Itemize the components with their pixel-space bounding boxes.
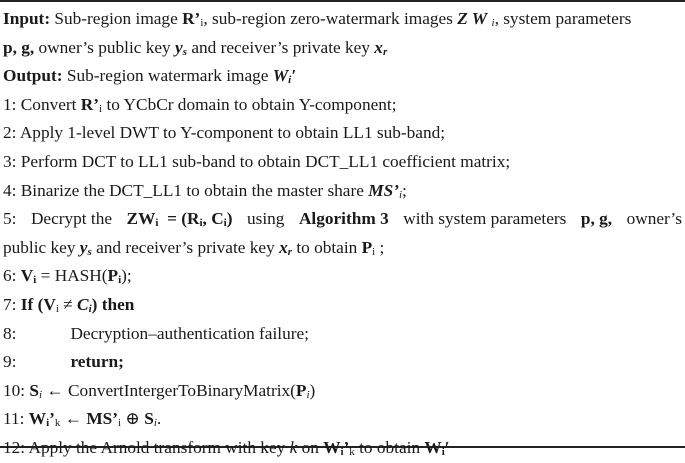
- symbol-s: S: [29, 380, 40, 400]
- subscript: i: [491, 17, 495, 29]
- subscript: r: [382, 45, 388, 58]
- step-text: Decrypt the: [30, 209, 113, 229]
- symbol-k: k: [289, 437, 298, 457]
- step-text: and receiver’s private key: [96, 237, 275, 257]
- subscript: i: [372, 245, 376, 258]
- step-text: Decryption–authentication failure;: [70, 323, 309, 343]
- input-text: owner’s public key: [38, 37, 171, 57]
- input-line-1: [3, 5, 682, 34]
- subscript: i: [99, 102, 103, 115]
- step-text: owner’s: [626, 209, 682, 229]
- output-label: Output:: [3, 66, 63, 86]
- input-label: Input:: [3, 9, 51, 28]
- subscript: k: [349, 445, 355, 458]
- keyword-return: return;: [70, 352, 124, 372]
- eq: = (R: [162, 209, 200, 229]
- subscript: i: [398, 188, 403, 201]
- symbol-y: y: [175, 37, 183, 57]
- subscript: i: [155, 217, 159, 230]
- step-6: [3, 262, 682, 291]
- symbol-p: P: [295, 380, 307, 400]
- symbol-w: W: [28, 409, 47, 429]
- step-number: 6:: [3, 266, 17, 286]
- step-number: 9:: [3, 352, 17, 372]
- symbol-r-prime: R’: [182, 9, 201, 28]
- step-text: on: [301, 437, 319, 457]
- subscript: i: [340, 445, 344, 458]
- step-4: [3, 177, 682, 206]
- subscript: k: [54, 417, 61, 430]
- step-text: Convert: [20, 94, 77, 114]
- prime: ′: [444, 437, 450, 457]
- step-text: public key: [3, 237, 76, 257]
- subscript: r: [287, 245, 292, 258]
- symbol-p: P: [107, 266, 119, 286]
- step-number: 7:: [3, 294, 17, 314]
- symbol-x: x: [374, 37, 383, 57]
- symbol-ms: MS’: [368, 180, 399, 200]
- symbol-s: S: [144, 409, 154, 429]
- symbol-x: x: [279, 237, 288, 257]
- step-text: Binarize the DCT_LL1 to obtain the master share: [20, 180, 364, 200]
- step-number: 12:: [3, 437, 26, 457]
- subscript: i: [306, 388, 310, 401]
- symbol-pg: p, g,: [580, 209, 613, 229]
- subscript: i: [199, 217, 203, 230]
- neq-symbol: ≠: [58, 294, 78, 314]
- input-text: , sub-region zero-watermark images: [203, 9, 453, 28]
- prime: ’: [49, 409, 55, 429]
- step-text: Apply 1-level DWT to Y-component to obtain LL1 sub-band;: [19, 123, 446, 143]
- step-text: to YCbCr domain to obtain Y-component;: [106, 94, 397, 114]
- input-text: and receiver’s private key: [191, 37, 370, 57]
- step-11: [3, 405, 682, 434]
- prime: ′: [291, 66, 297, 86]
- step-9: [3, 348, 682, 377]
- output-line: [3, 62, 682, 91]
- step-7: [3, 291, 682, 320]
- subscript: i: [288, 74, 292, 87]
- punct: ;: [402, 180, 407, 200]
- algorithm-ref: Algorithm 3: [298, 209, 389, 229]
- keyword-then: ) then: [91, 294, 135, 314]
- punct: );: [121, 266, 132, 286]
- input-line-2: [3, 34, 682, 63]
- subscript: i: [33, 274, 37, 287]
- step-text: Apply the Arnold transform with key: [28, 437, 286, 457]
- arrow-icon: ←: [60, 409, 87, 429]
- step-number: 3:: [3, 151, 17, 171]
- input-text: Sub-region image: [54, 9, 178, 28]
- subscript: i: [153, 417, 157, 430]
- symbol-ms: MS’: [86, 409, 118, 429]
- symbol-w: W: [424, 437, 442, 457]
- punct: ;: [375, 237, 385, 257]
- symbol-w: W: [272, 66, 289, 86]
- step-12: [3, 434, 682, 463]
- prime: ’: [343, 437, 350, 457]
- arrow-icon: ←: [42, 380, 69, 400]
- symbol-pg: p, g,: [3, 37, 35, 57]
- step-number: 1:: [3, 94, 17, 114]
- subscript: i: [441, 445, 445, 458]
- subscript: s: [182, 45, 187, 58]
- subscript: s: [87, 245, 92, 258]
- output-text: Sub-region watermark image: [66, 66, 269, 86]
- step-2: [3, 119, 682, 148]
- symbol-v: V: [20, 266, 34, 286]
- subscript: i: [88, 302, 92, 315]
- subscript: i: [223, 217, 227, 230]
- step-number: 11:: [3, 409, 25, 429]
- input-text: , system parameters: [494, 9, 632, 28]
- step-5-line-2: [3, 234, 682, 263]
- zw: ZW: [126, 209, 156, 229]
- step-text: with system parameters: [403, 209, 567, 229]
- step-5-line-1: [3, 205, 682, 234]
- symbol-r-prime: R’: [80, 94, 100, 114]
- subscript: i: [46, 417, 50, 430]
- punct: .: [156, 409, 162, 429]
- step-8: [3, 320, 682, 349]
- step-number: 8:: [3, 323, 17, 343]
- step-number: 4:: [3, 180, 17, 200]
- subscript: i: [118, 417, 122, 430]
- symbol-y: y: [79, 237, 88, 257]
- step-text: using: [247, 209, 285, 229]
- close: ): [226, 209, 233, 229]
- keyword-if: If (: [20, 294, 44, 314]
- punct: ): [309, 380, 316, 400]
- symbol-v: V: [43, 294, 56, 314]
- comma: , C: [202, 209, 224, 229]
- step-text: Perform DCT to LL1 sub-band to obtain DCT_LL1 coefficient matrix;: [20, 151, 511, 171]
- step-number: 2:: [3, 123, 17, 143]
- symbol-c: C: [77, 294, 89, 314]
- symbol-zw-tuple: [127, 205, 233, 234]
- subscript: i: [55, 302, 59, 315]
- step-text: to obtain: [359, 437, 421, 457]
- symbol-zw: Z W: [457, 9, 488, 28]
- step-text: = HASH(: [36, 266, 108, 286]
- xor-icon: ⊕: [121, 409, 145, 429]
- step-10: [3, 377, 682, 406]
- step-3: [3, 148, 682, 177]
- step-number: 10:: [3, 380, 26, 400]
- subscript: i: [39, 388, 43, 401]
- step-text: to obtain: [296, 237, 358, 257]
- step-1: [3, 91, 682, 120]
- subscript: i: [200, 17, 204, 29]
- subscript: i: [118, 274, 122, 287]
- step-number: 5:: [3, 209, 17, 229]
- symbol-w: W: [323, 437, 341, 457]
- symbol-p: P: [361, 237, 373, 257]
- function-name: ConvertIntergerToBinaryMatrix(: [68, 380, 296, 400]
